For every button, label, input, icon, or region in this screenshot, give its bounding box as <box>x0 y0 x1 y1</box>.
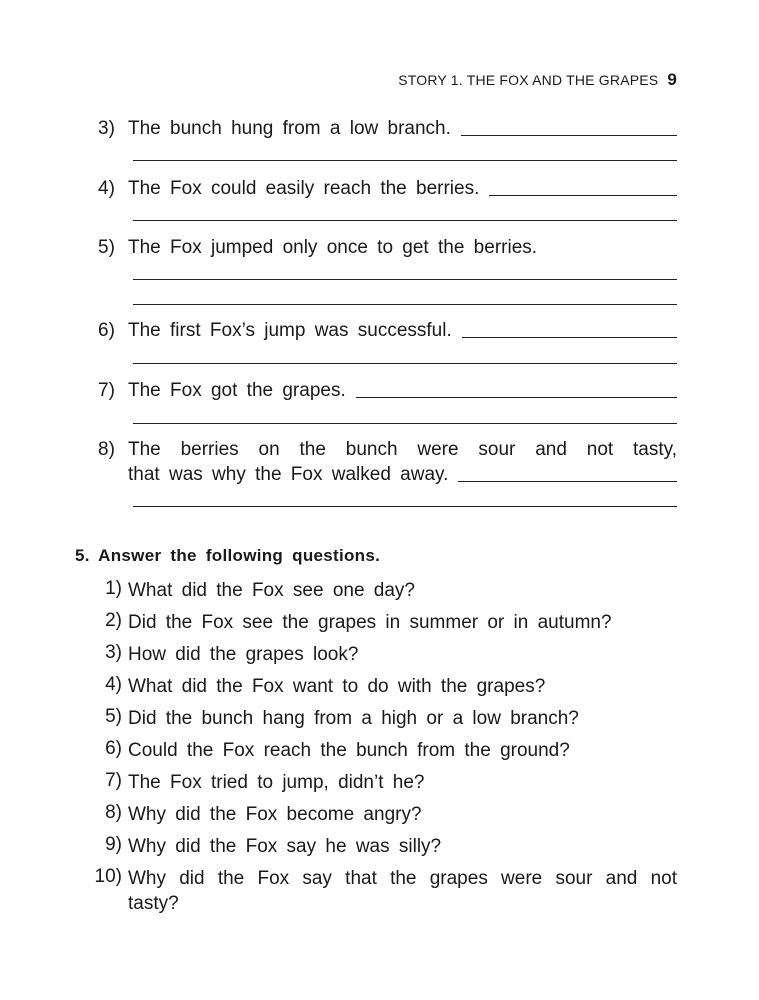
question-number: 3) <box>105 642 122 663</box>
statement-number: 3) <box>98 118 115 139</box>
answer-line[interactable] <box>461 134 677 136</box>
question-text: Could the Fox reach the bunch from the ground? <box>128 740 570 761</box>
statement-number: 4) <box>98 178 115 199</box>
answer-line[interactable] <box>133 304 677 305</box>
question-text: The Fox tried to jump, didn’t he? <box>128 772 425 793</box>
page-header <box>398 70 677 90</box>
answer-line[interactable] <box>133 220 677 221</box>
question-number: 10) <box>94 866 122 887</box>
answer-line[interactable] <box>356 396 677 398</box>
statement-number: 5) <box>98 237 115 258</box>
statement-text: The Fox got the grapes. <box>128 380 346 401</box>
question-number: 4) <box>105 674 122 695</box>
statement-text: The Fox jumped only once to get the berries. <box>128 237 538 258</box>
running-title: STORY 1. THE FOX AND THE GRAPES <box>398 72 659 88</box>
question-text: How did the grapes look? <box>128 644 359 665</box>
question-text: Why did the Fox say that the grapes were sour and not tasty? <box>128 868 677 914</box>
question-text: Did the bunch hang from a high or a low branch? <box>128 708 579 729</box>
statement-text: The berries on the bunch were sour and not tasty, <box>128 439 677 460</box>
question-text: Why did the Fox say he was silly? <box>128 836 442 857</box>
question-number: 6) <box>105 738 122 759</box>
exercise-5-title: 5. Answer the following questions. <box>75 546 381 565</box>
question-number: 2) <box>105 610 122 631</box>
question-number: 5) <box>105 706 122 727</box>
statement-number: 7) <box>98 380 115 401</box>
page-number: 9 <box>667 70 677 89</box>
statement-text: The Fox could easily reach the berries. <box>128 178 480 199</box>
question-text: Did the Fox see the grapes in summer or in autumn? <box>128 612 612 633</box>
statement-number: 8) <box>98 439 115 460</box>
question-text: What did the Fox want to do with the grapes? <box>128 676 546 697</box>
answer-line[interactable] <box>133 279 677 280</box>
statement-text-continued: that was why the Fox walked away. <box>128 464 449 485</box>
statement-text: The bunch hung from a low branch. <box>128 118 451 139</box>
question-number: 8) <box>105 802 122 823</box>
answer-line[interactable] <box>489 194 677 196</box>
answer-line[interactable] <box>133 363 677 364</box>
answer-line[interactable] <box>133 506 677 507</box>
answer-line[interactable] <box>133 160 677 161</box>
statement-number: 6) <box>98 320 115 341</box>
question-text: Why did the Fox become angry? <box>128 804 422 825</box>
question-text: What did the Fox see one day? <box>128 580 415 601</box>
question-number: 9) <box>105 834 122 855</box>
answer-line[interactable] <box>462 336 677 338</box>
question-number: 7) <box>105 770 122 791</box>
answer-line[interactable] <box>133 423 677 424</box>
statement-text: The first Fox’s jump was successful. <box>128 320 452 341</box>
question-number: 1) <box>105 578 122 599</box>
answer-line[interactable] <box>458 480 677 482</box>
